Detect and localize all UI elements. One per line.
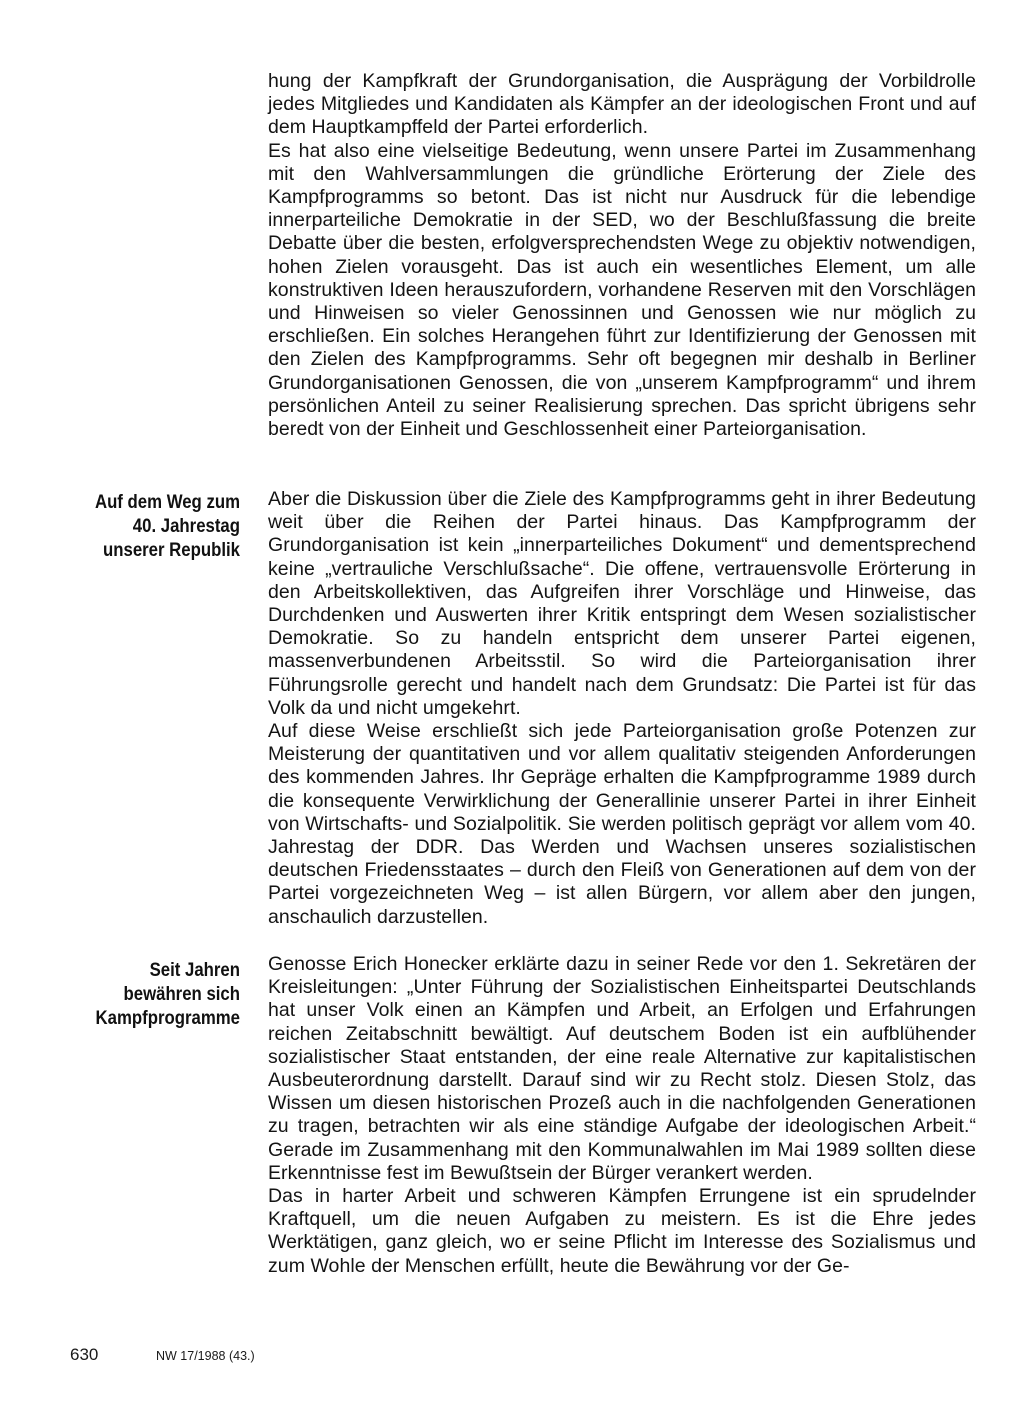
text-block-1 — [268, 70, 976, 441]
side-heading-line: bewähren sich — [123, 983, 240, 1005]
paragraph: Es hat also eine vielseitige Bedeutung, wenn unsere Partei im Zusammenhang mit den Wahlversammlungen die gründliche Erörterung der Ziele des Kampfprogramms so betont. Das ist nicht nur Ausdruck für die lebendige innerparteiliche Demokratie in der SED, wo der Beschlußfassung die breite Debatte über die besten, erfolgversprechendsten Wege zu objektiv notwendigen, hohen Zielen vorausgeht. Das ist auch ein wesentliches Element, um alle konstruktiven Ideen herauszufordern, vorhandene Reserven mit den Vorschlägen und Hinweisen so vieler Genossinnen und Genossen wie nur möglich zu erschließen. Ein solches Herangehen führt zur Identifizierung der Genossen mit den Zielen des Kampfprogramms. Sehr oft begegnen mir deshalb in Berliner Grundorganisationen Genossen, die von „unserem Kampfprogramm“ und ihrem persönlichen Anteil zu seiner Realisierung sprechen. Das spricht übrigens sehr beredt von der Einheit und Geschlossenheit einer Parteiorganisation. — [268, 139, 976, 441]
side-heading-line: Auf dem Weg zum — [94, 491, 240, 513]
side-heading-line: Kampfprogramme — [95, 1007, 241, 1029]
text-block-2 — [268, 488, 976, 929]
paragraph: Genosse Erich Honecker erklärte dazu in seiner Rede vor den 1. Sekretären der Kreisleitungen: „Unter Führung der Sozialistischen Einheitspartei Deutschlands hat unser Volk einen an Kämpfen und Arbeit, an Erfolgen und Erfahrungen reichen Zeitabschnitt bewältigt. Auf deutschem Boden ist ein aufblühender sozialistischer Staat entstanden, der eine reale Alternative zur kapitalistischen Ausbeuterordnung darstellt. Darauf sind wir zu Recht stolz. Diesen Stolz, das Wissen um diesen historischen Prozeß auch in die nachfolgenden Generationen zu tragen, betrachten wir als eine ständige Aufgabe der ideologischen Arbeit.“ Gerade im Zusammenhang mit den Kommunalwahlen im Mai 1989 sollten diese Erkenntnisse fest im Bewußtsein der Bürger verankert werden. — [268, 953, 976, 1184]
text-block-3 — [268, 953, 976, 1278]
side-heading-line: 40. Jahrestag — [132, 515, 240, 537]
paragraph: Auf diese Weise erschließt sich jede Parteiorganisation große Potenzen zur Meisterung der quantitativen und vor allem qualitativ steigenden Anforderungen des kommenden Jahres. Ihr Gepräge erhalten die Kampfprogramme 1989 durch die konsequente Verwirklichung der Generallinie unserer Partei in ihrer Einheit von Wirtschafts- und Sozialpolitik. Sie werden politisch geprägt vor allem vom 40. Jahrestag der DDR. Das Werden und Wachsen unseres sozialistischen deutschen Friedensstaates – durch den Fleiß von Generationen auf dem von der Partei vorgezeichneten Weg – ist allen Bürgern, vor allem aber den jungen, anschaulich darzustellen. — [268, 720, 976, 928]
side-heading-2 — [68, 958, 240, 1030]
journal-reference: NW 17/1988 (43.) — [156, 1349, 255, 1363]
side-heading-line: unserer Republik — [103, 539, 240, 561]
side-heading-line: Seit Jahren — [149, 959, 240, 981]
paragraph: hung der Kampfkraft der Grundorganisation, die Ausprägung der Vorbildrolle jedes Mitgliedes und Kandidaten als Kämpfer an der ideologischen Front und auf dem Hauptkampffeld der Partei erforderlich. — [268, 70, 976, 139]
page-number: 630 — [70, 1345, 99, 1364]
paragraph: Aber die Diskussion über die Ziele des Kampfprogramms geht in ihrer Bedeutung weit über die Reihen der Partei hinaus. Das Kampfprogramm der Grundorganisation ist kein „innerparteiliches Dokument“ und dementsprechend keine „vertrauliche Verschlußsache“. Die offene, vertrauensvolle Erörterung in den Arbeitskollektiven, das Aufgreifen ihrer Vorschläge und Hinweise, das Durchdenken und Auswerten ihrer Kritik entspringt dem Wesen sozialistischer Demokratie. So zu handeln entspricht dem unserer Partei eigenen, massenverbundenen Arbeitsstil. So wird die Parteiorganisation ihrer Führungsrolle gerecht und handelt nach dem Grundsatz: Die Partei ist für das Volk da und nicht umgekehrt. — [268, 488, 976, 719]
side-heading-1 — [68, 490, 240, 562]
paragraph: Das in harter Arbeit und schweren Kämpfen Errungene ist ein sprudelnder Kraftquell, um die neuen Aufgaben zu meistern. Es ist die Ehre jedes Werktätigen, ganz gleich, wo er seine Pflicht im Interesse des Sozialismus und zum Wohle der Menschen erfüllt, heute die Bewährung vor der Ge- — [268, 1185, 976, 1277]
